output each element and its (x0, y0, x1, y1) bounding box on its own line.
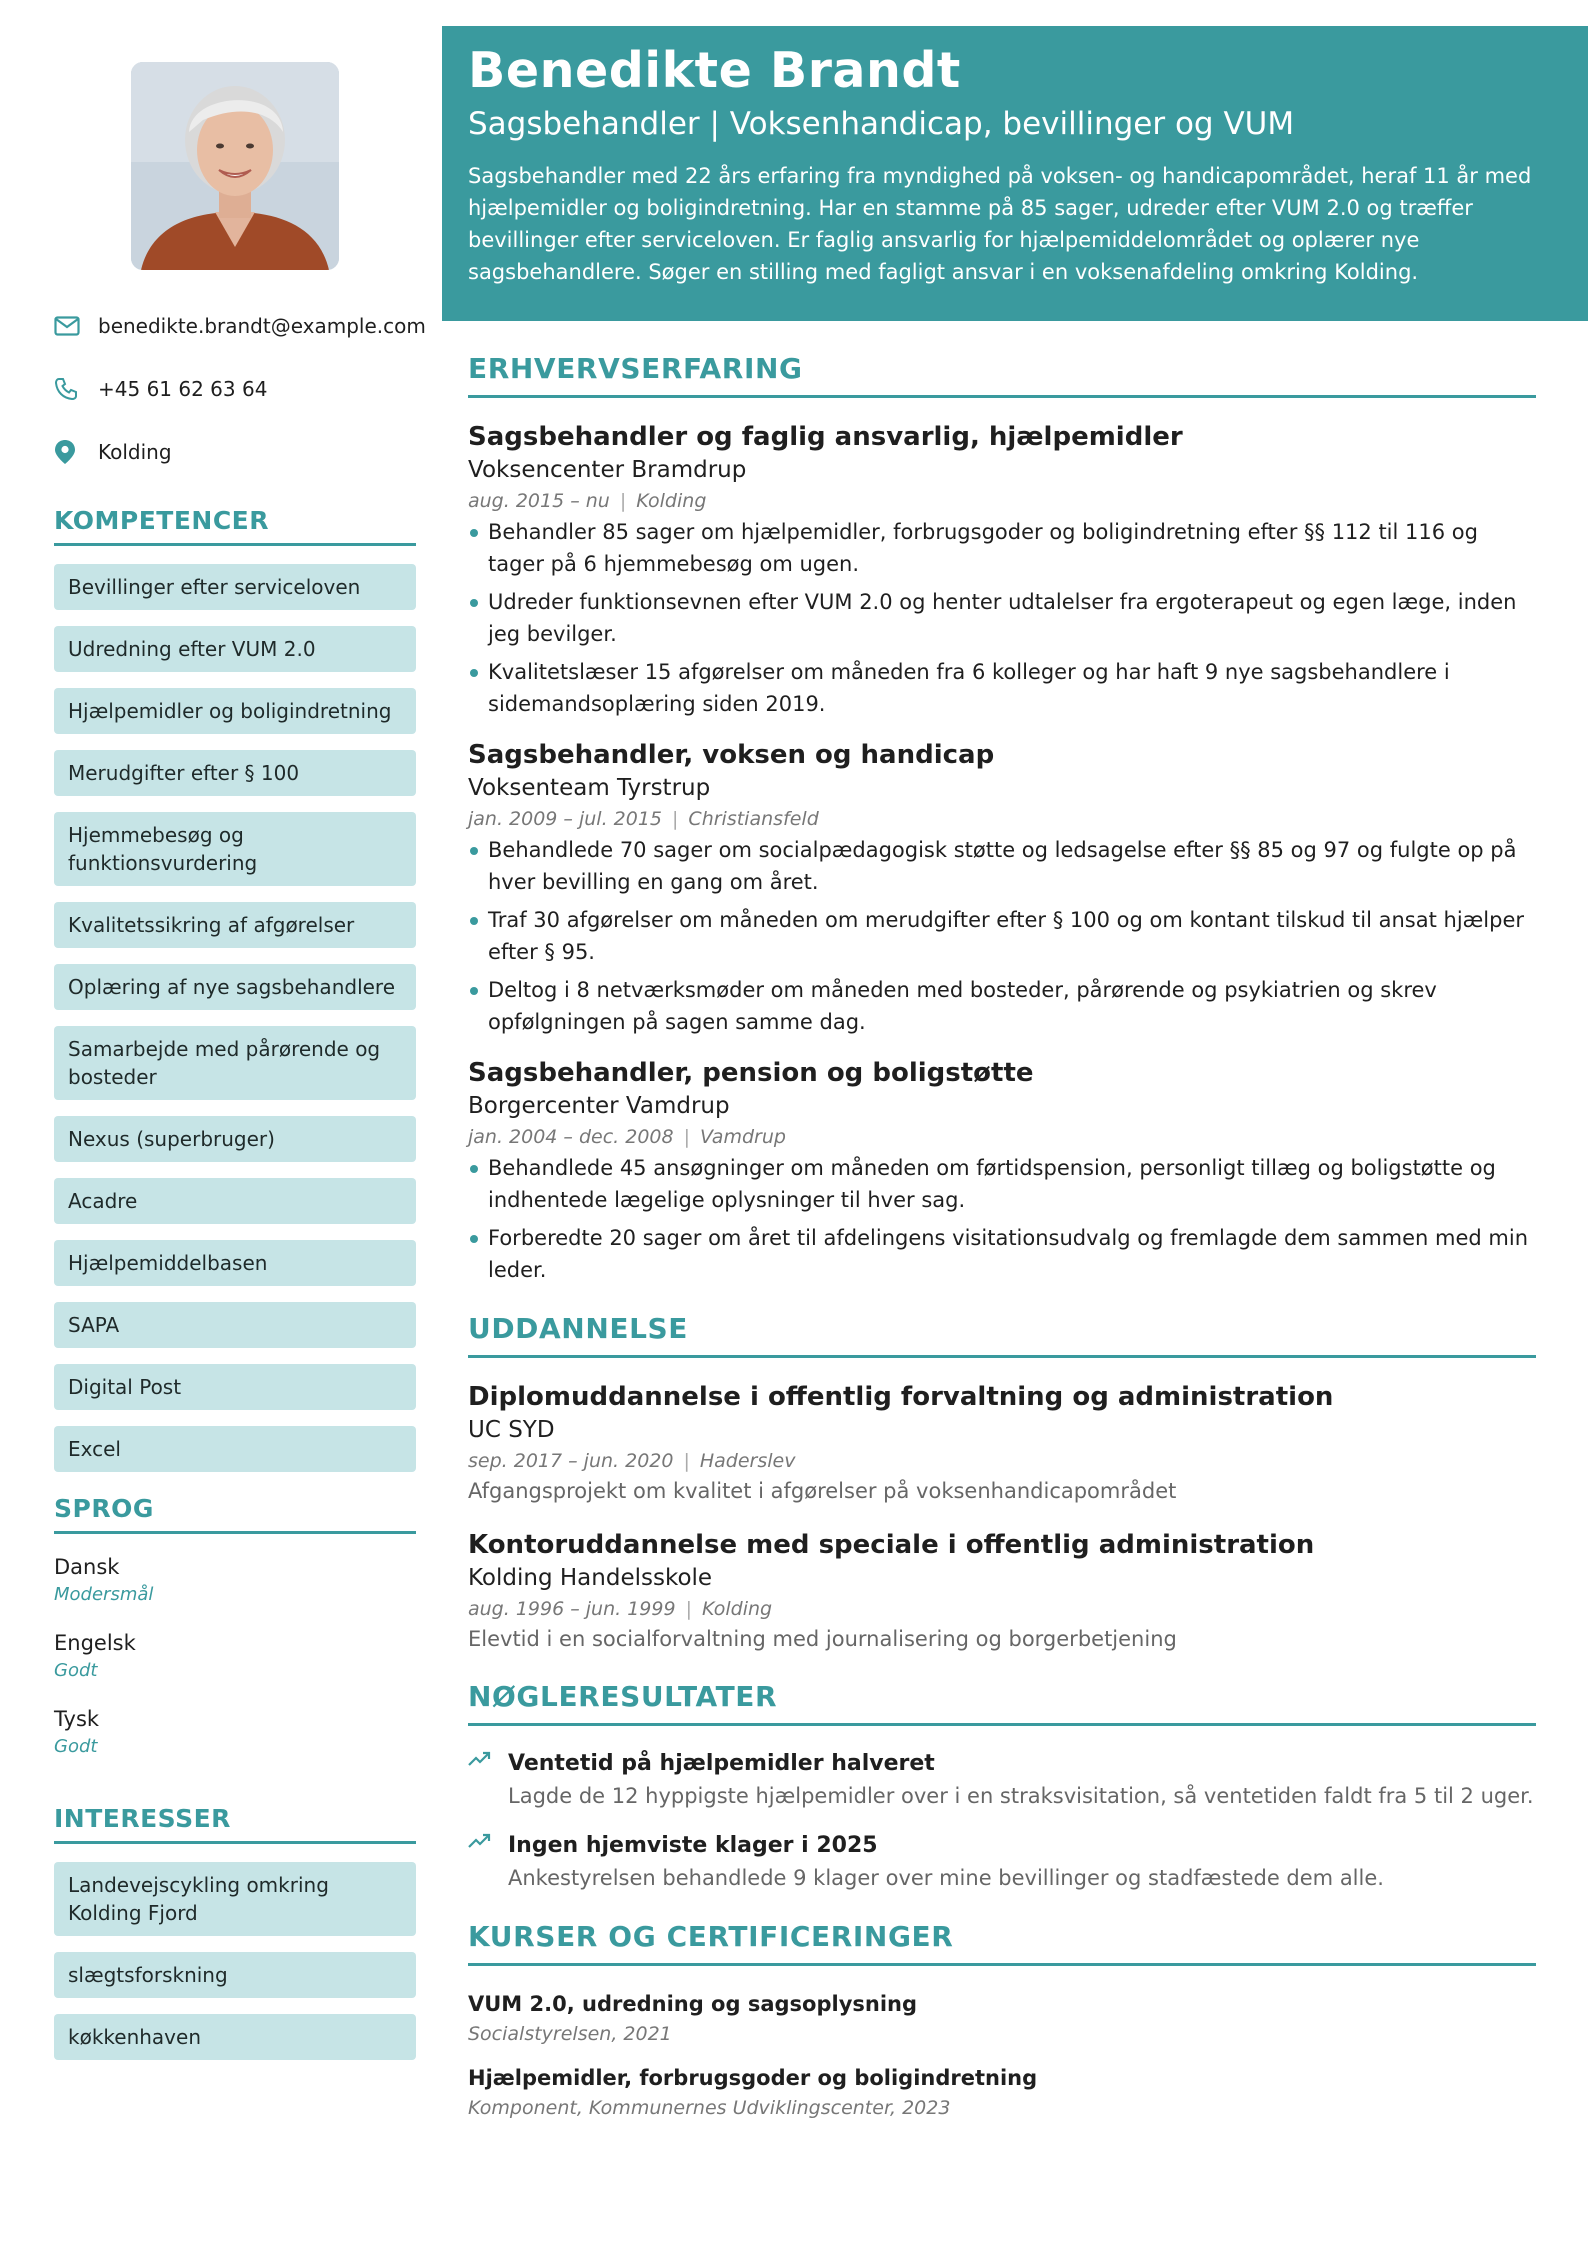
main-content (468, 352, 1536, 2136)
competencies-section (54, 506, 416, 1488)
education-meta (468, 1594, 1536, 1624)
education-period: sep. 2017 – jun. 2020 (468, 1450, 674, 1472)
result-description: Lagde de 12 hyppigste hjælpemidler over i en straksvisitation, så ventetiden faldt fra 5 til 2 uger. (508, 1784, 1534, 1808)
course-title: VUM 2.0, udredning og sagsoplysning (468, 1992, 918, 2016)
job-title: Sagsbehandler, pension og boligstøtte (468, 1058, 1034, 1088)
meta-separator: | (619, 490, 627, 512)
competency-chip: Nexus (superbruger) (54, 1116, 416, 1162)
meta-separator: | (685, 1598, 692, 1620)
job-title: Sagsbehandler, voksen og handicap (468, 740, 995, 770)
bullet-item: Behandler 85 sager om hjælpemidler, forbrugsgoder og boligindretning efter §§ 112 til 116 og tager på 6 hjemmebesøg om ugen. (468, 516, 1536, 580)
competency-chip: Hjælpemiddelbasen (54, 1240, 416, 1286)
education-title: UDDANNELSE (468, 1312, 1536, 1358)
education-school: Kolding Handelsskole (468, 1565, 713, 1591)
competency-chip: Digital Post (54, 1364, 416, 1410)
interests-section (54, 1804, 416, 2076)
contact-list (54, 312, 434, 501)
interest-chip: slægtsforskning (54, 1952, 416, 1998)
bullet-item: Udreder funktionsevnen efter VUM 2.0 og henter udtalelser fra ergoterapeut og egen læge, inden jeg bevilger. (468, 586, 1536, 650)
bullet-item: Kvalitetslæser 15 afgørelser om måneden fra 6 kolleger og har haft 9 nye sagsbehandlere i sidemandsoplæring siden 2019. (468, 656, 1536, 720)
language-name: Dansk (54, 1555, 120, 1579)
meta-separator: | (683, 1450, 690, 1472)
languages-title: SPROG (54, 1494, 416, 1534)
language-name: Tysk (54, 1707, 100, 1731)
phone-icon (54, 375, 84, 403)
meta-separator: | (672, 808, 679, 830)
competency-chip: Bevillinger efter serviceloven (54, 564, 416, 610)
contact-phone (54, 375, 434, 403)
meta-separator: | (683, 1126, 691, 1148)
portrait-image (131, 62, 339, 270)
interest-chip: køkkenhaven (54, 2014, 416, 2060)
header-banner (442, 26, 1588, 321)
competencies-title: KOMPETENCER (54, 506, 416, 546)
candidate-name: Benedikte Brandt (468, 42, 961, 99)
job-meta (468, 804, 1536, 834)
experience-title: ERHVERVSERFARING (468, 352, 1536, 398)
language-item (54, 1552, 416, 1608)
job-period: jan. 2009 – jul. 2015 (468, 808, 663, 830)
profile-summary: Sagsbehandler med 22 års erfaring fra myndighed på voksen- og handicapområdet, heraf 11 år med hjælpemidler og boligindretning. Har en stamme på 85 sager, udreder efter VUM 2.0 og træffer bevillinger efter serviceloven. Er faglig ansvarlig for hjælpemiddelområdet og oplærer nye sagsbehandlere. Søger en stilling med fagligt ansvar i en voksenafdeling omkring Kolding. (468, 164, 1532, 284)
bullet-item: Forberedte 20 sager om året til afdelingens visitationsudvalg og fremlagde dem sammen med min leder. (468, 1222, 1536, 1286)
job-period: jan. 2004 – dec. 2008 (468, 1126, 674, 1148)
bullet-item: Deltog i 8 netværksmøder om måneden med bosteder, pårørende og psykiatrien og skrev opfølgningen på sagen samme dag. (468, 974, 1536, 1038)
interest-chip: Landevejscykling omkring Kolding Fjord (54, 1862, 416, 1936)
competency-chip: Excel (54, 1426, 416, 1472)
bullet-item: Behandlede 70 sager om socialpædagogisk støtte og ledsagelse efter §§ 85 og 97 og fulgte op på hver bevilling en gang om året. (468, 834, 1536, 898)
job-meta (468, 1122, 1536, 1152)
result-item (468, 1830, 1536, 1894)
job-place: Christiansfeld (688, 808, 819, 830)
competency-chip: Merudgifter efter § 100 (54, 750, 416, 796)
education-description: Afgangsprojekt om kvalitet i afgørelser på voksenhandicapområdet (468, 1479, 1177, 1503)
languages-section (54, 1494, 416, 1780)
competency-chip: Acadre (54, 1178, 416, 1224)
courses-section (468, 1920, 1536, 2122)
profile-photo (131, 62, 339, 270)
job-meta (468, 486, 1536, 516)
location-text: Kolding (98, 440, 172, 464)
competency-chip: Hjælpemidler og boligindretning (54, 688, 416, 734)
job-period: aug. 2015 – nu (468, 490, 610, 512)
competency-chip: Kvalitetssikring af afgørelser (54, 902, 416, 948)
email-link[interactable]: benedikte.brandt@example.com (98, 314, 426, 338)
course-item (468, 2062, 1536, 2122)
competency-chip: Hjemmebesøg og funktionsvurdering (54, 812, 416, 886)
result-description: Ankestyrelsen behandlede 9 klager over mine bevillinger og stadfæstede dem alle. (508, 1866, 1384, 1890)
education-entry (468, 1528, 1536, 1654)
language-level: Godt (54, 1736, 98, 1757)
result-body (508, 1830, 1384, 1894)
bullet-item: Traf 30 afgørelser om måneden om merudgifter efter § 100 og om kontant tilskud til ansat hjælper efter § 95. (468, 904, 1536, 968)
education-description: Elevtid i en socialforvaltning med journalisering og borgerbetjening (468, 1627, 1177, 1651)
education-period: aug. 1996 – jun. 1999 (468, 1598, 676, 1620)
language-name: Engelsk (54, 1631, 136, 1655)
education-meta (468, 1446, 1536, 1476)
course-item (468, 1988, 1536, 2048)
result-title: Ingen hjemviste klager i 2025 (508, 1833, 878, 1858)
bullet-item: Behandlede 45 ansøgninger om måneden om førtidspension, personligt tillæg og boligstøtte og indhentede lægelige oplysninger til hver sag. (468, 1152, 1536, 1216)
result-body (508, 1748, 1534, 1812)
job-bullets (468, 834, 1536, 1038)
candidate-headline: Sagsbehandler | Voksenhandicap, bevillinger og VUM (468, 106, 1295, 142)
job-employer: Voksenteam Tyrstrup (468, 775, 711, 801)
result-item (468, 1748, 1536, 1812)
competencies-list (54, 564, 416, 1472)
education-place: Haderslev (699, 1450, 796, 1472)
education-section (468, 1312, 1536, 1654)
results-section (468, 1680, 1536, 1894)
competency-chip: Samarbejde med pårørende og bosteder (54, 1026, 416, 1100)
result-title: Ventetid på hjælpemidler halveret (508, 1751, 935, 1776)
job-entry (468, 738, 1536, 1038)
language-item (54, 1704, 416, 1760)
job-employer: Voksencenter Bramdrup (468, 457, 747, 483)
experience-section (468, 352, 1536, 1286)
language-level: Modersmål (54, 1584, 154, 1605)
job-bullets (468, 516, 1536, 720)
education-school: UC SYD (468, 1417, 555, 1443)
interests-title: INTERESSER (54, 1804, 416, 1844)
trend-up-icon (468, 1830, 508, 1894)
competency-chip: SAPA (54, 1302, 416, 1348)
competency-chip: Udredning efter VUM 2.0 (54, 626, 416, 672)
language-item (54, 1628, 416, 1684)
mail-icon (54, 312, 84, 340)
course-meta: Komponent, Kommunernes Udviklingscenter, 2023 (468, 2097, 951, 2119)
courses-title: KURSER OG CERTIFICERINGER (468, 1920, 1536, 1966)
job-employer: Borgercenter Vamdrup (468, 1093, 730, 1119)
trend-up-icon (468, 1748, 508, 1812)
language-level: Godt (54, 1660, 98, 1681)
job-bullets (468, 1152, 1536, 1286)
education-entry (468, 1380, 1536, 1506)
competency-chip: Oplæring af nye sagsbehandlere (54, 964, 416, 1010)
course-meta: Socialstyrelsen, 2021 (468, 2023, 672, 2045)
course-title: Hjælpemidler, forbrugsgoder og boligindretning (468, 2066, 1038, 2090)
contact-location (54, 438, 434, 466)
job-place: Vamdrup (700, 1126, 786, 1148)
education-title-text: Diplomuddannelse i offentlig forvaltning og administration (468, 1382, 1334, 1412)
contact-email (54, 312, 434, 340)
location-pin-icon (54, 438, 84, 466)
education-place: Kolding (701, 1598, 773, 1620)
job-title: Sagsbehandler og faglig ansvarlig, hjælpemidler (468, 422, 1183, 452)
job-entry (468, 420, 1536, 720)
sidebar (0, 0, 440, 2246)
phone-number[interactable]: +45 61 62 63 64 (98, 377, 268, 401)
education-title-text: Kontoruddannelse med speciale i offentlig administration (468, 1530, 1315, 1560)
job-entry (468, 1056, 1536, 1286)
results-title: NØGLERESULTATER (468, 1680, 1536, 1726)
job-place: Kolding (636, 490, 707, 512)
